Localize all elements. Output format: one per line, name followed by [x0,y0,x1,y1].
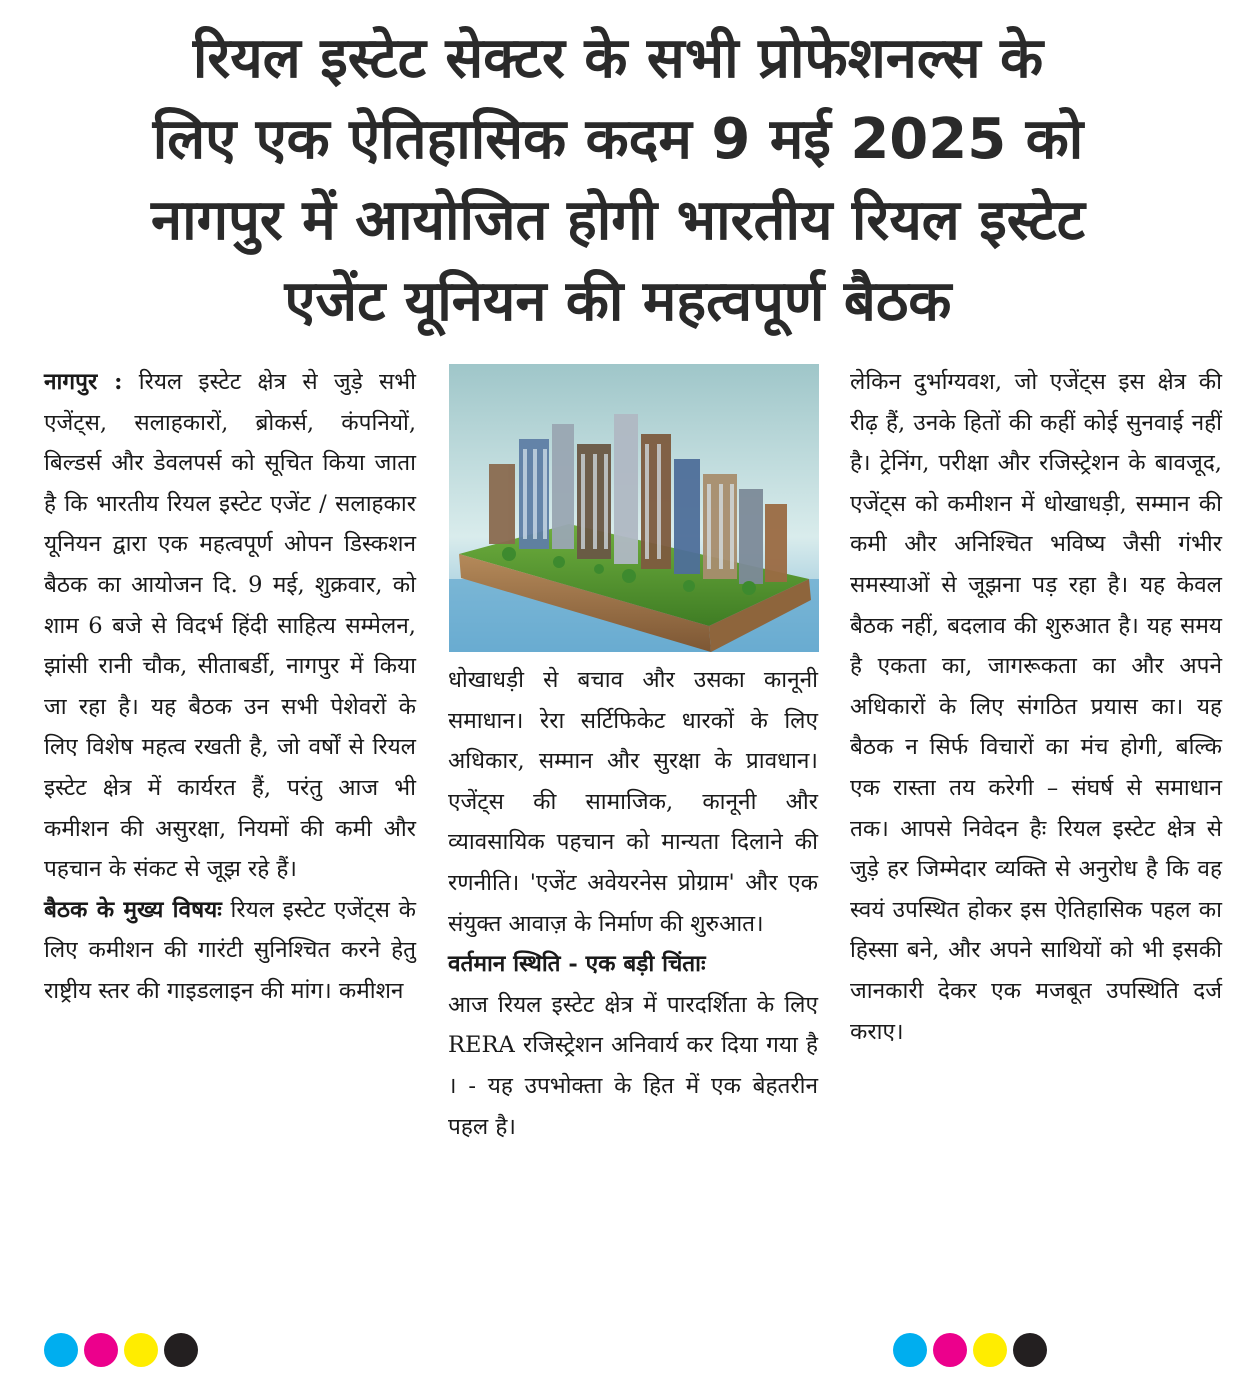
headline-line-3: नागपुर में आयोजित होगी भारतीय रियल इस्टेट [150,188,1086,253]
dateline: नागपुर : [44,369,123,395]
yellow-dot [124,1333,158,1367]
paragraph-text: आज रियल इस्टेट क्षेत्र में पारदर्शिता के लिए RERA रजिस्ट्रेशन अनिवार्य कर दिया गया है । - यह उपभोक्ता के हित में एक बेहतरीन पहल है। [448,991,818,1140]
subheading: बैठक के मुख्य विषयः [44,896,222,923]
paragraph [44,362,416,890]
yellow-dot [973,1333,1007,1367]
headline-line-2: लिए एक ऐतिहासिक कदम 9 मई 2025 को [152,107,1084,172]
paragraph-text: धोखाधड़ी से बचाव और उसका कानूनी समाधान। रेरा सर्टिफिकेट धारकों के लिए अधिकार, सम्मान और सुरक्षा के प्रावधान। एजेंट्स की सामाजिक, कानूनी और व्यावसायिक पहचान को मान्यता दिलाने की रणनीति। 'एजेंट अवेयरनेस प्रोग्राम' और एक संयुक्त आवाज़ के निर्माण की शुरुआत। [448,667,818,937]
magenta-dot [933,1333,967,1367]
paragraph-text: लेकिन दुर्भाग्यवश, जो एजेंट्स इस क्षेत्र की रीढ़ हैं, उनके हितों की कहीं कोई सुनवाई नहीं है। ट्रेनिंग, परीक्षा और रजिस्ट्रेशन के बावजूद, एजेंट्स को कमीशन में धोखाधड़ी, सम्मान की कमी और अनिश्चित भविष्य जैसी गंभीर समस्याओं से जूझना पड़ रहा है। यह केवल बैठक नहीं, बदलाव की शुरुआत है। यह समय है एकता का, जागरूकता का और अपने अधिकारों के लिए संगठित प्रयास का। यह बैठक न सिर्फ विचारों का मंच होगी, बल्कि एक रास्ता तय करेगी – संघर्ष से समाधान तक। आपसे निवेदन हैः रियल इस्टेट क्षेत्र से जुड़े हर जिम्मेदार व्यक्ति से अनुरोध है कि वह स्वयं उपस्थित होकर इस ऐतिहासिक पहल का हिस्सा बने, और अपने साथियों को भी इसकी जानकारी देकर एक मजबूत उपस्थिति दर्ज कराए। [850,369,1222,1045]
paragraph-text: रियल इस्टेट क्षेत्र से जुड़े सभी एजेंट्स, सलाहकारों, ब्रोकर्स, कंपनियों, बिल्डर्स और डेवलपर्स को सूचित किया जाता है कि भारतीय रियल इस्टेट एजेंट / सलाहकार यूनियन द्वारा एक महत्वपूर्ण ओपन डिस्कशन बैठक का आयोजन दि. 9 मई, शुक्रवार, को शाम 6 बजे से विदर्भ हिंदी साहित्य सम्मेलन, झांसी रानी चौक, सीताबर्डी, नागपुर में किया जा रहा है। यह बैठक उन सभी पेशेवरों के लिए विशेष महत्व रखती है, जो वर्षों से रियल इस्टेट क्षेत्र में कार्यरत हैं, परंतु आज भी कमीशन की असुरक्षा, नियमों की कमी और पहचान के संकट से जूझ रहे हैं। [44,369,416,883]
article-column-1 [44,362,416,1012]
cyan-dot [44,1333,78,1367]
headline-line-4: एजेंट यूनियन की महत्वपूर्ण बैठक [284,269,952,334]
headline-line-1: रियल इस्टेट सेक्टर के सभी प्रोफेशनल्स के [192,26,1044,91]
paragraph [448,944,818,985]
black-dot [164,1333,198,1367]
paragraph [44,890,416,1012]
subheading: वर्तमान स्थिति - एक बड़ी चिंताः [448,951,706,978]
black-dot [1013,1333,1047,1367]
paragraph-text: रियल इस्टेट एजेंट्स के लिए कमीशन की गारंटी सुनिश्चित करने हेतु राष्ट्रीय स्तर की गाइडलाइन की मांग। कमीशन [44,896,416,1004]
headline [30,18,1206,342]
print-registration-marks-right [893,1333,1047,1369]
cyan-dot [893,1333,927,1367]
city-on-grass-island-illustration [449,364,819,652]
article-column-2 [448,660,818,1147]
city-island-photo [449,364,819,652]
article-column-3 [850,362,1222,1052]
magenta-dot [84,1333,118,1367]
print-registration-marks-left [44,1333,198,1369]
